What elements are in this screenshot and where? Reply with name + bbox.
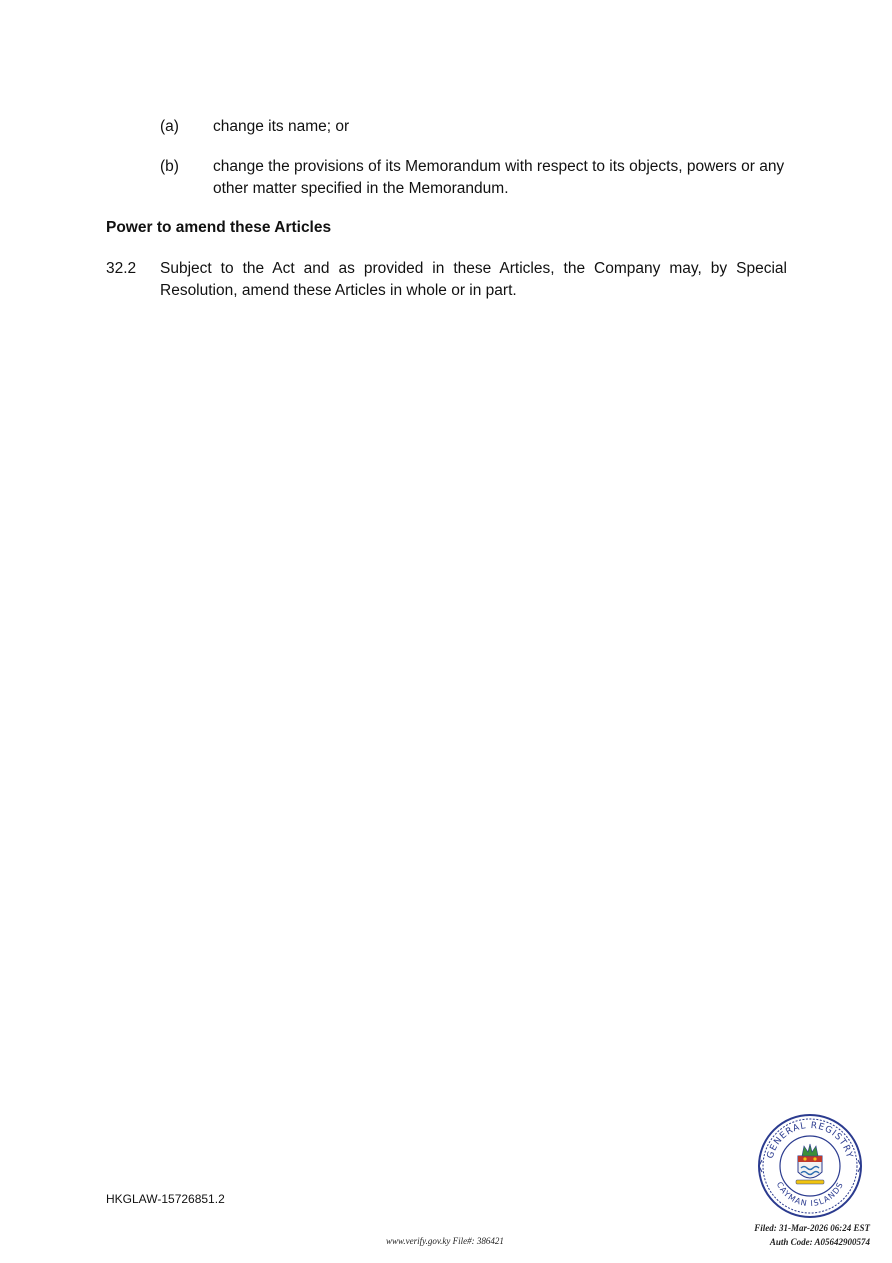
clause-a-label: (a) xyxy=(160,118,179,135)
clause-a-text: change its name; or xyxy=(213,118,350,135)
filed-date: Filed: 31-Mar-2026 06:24 EST xyxy=(754,1223,870,1233)
clause-32-2-number: 32.2 xyxy=(106,260,137,277)
coat-of-arms-icon xyxy=(796,1144,824,1184)
seal-bottom-text: CAYMAN ISLANDS xyxy=(774,1180,846,1209)
auth-code: Auth Code: A05642900574 xyxy=(769,1237,870,1247)
clause-b-line2: other matter specified in the Memorandum. xyxy=(213,180,509,197)
clause-b-label: (b) xyxy=(160,158,179,175)
document-reference: HKGLAW-15726851.2 xyxy=(106,1192,225,1206)
filing-stamp xyxy=(754,1221,870,1249)
clause-b-line1: change the provisions of its Memorandum with respect to its objects, powers or any xyxy=(213,158,785,175)
seal-top-text: GENERAL REGISTRY xyxy=(765,1120,855,1160)
section-heading: Power to amend these Articles xyxy=(106,219,332,236)
general-registry-seal xyxy=(756,1112,864,1220)
clause-32-2-line1: Subject to the Act and as provided in these Articles, the Company may, by Special xyxy=(160,260,787,277)
verify-link-text: www.verify.gov.ky File#: 386421 xyxy=(386,1236,504,1246)
clause-32-2-line2: Resolution, amend these Articles in whole or in part. xyxy=(160,282,517,299)
